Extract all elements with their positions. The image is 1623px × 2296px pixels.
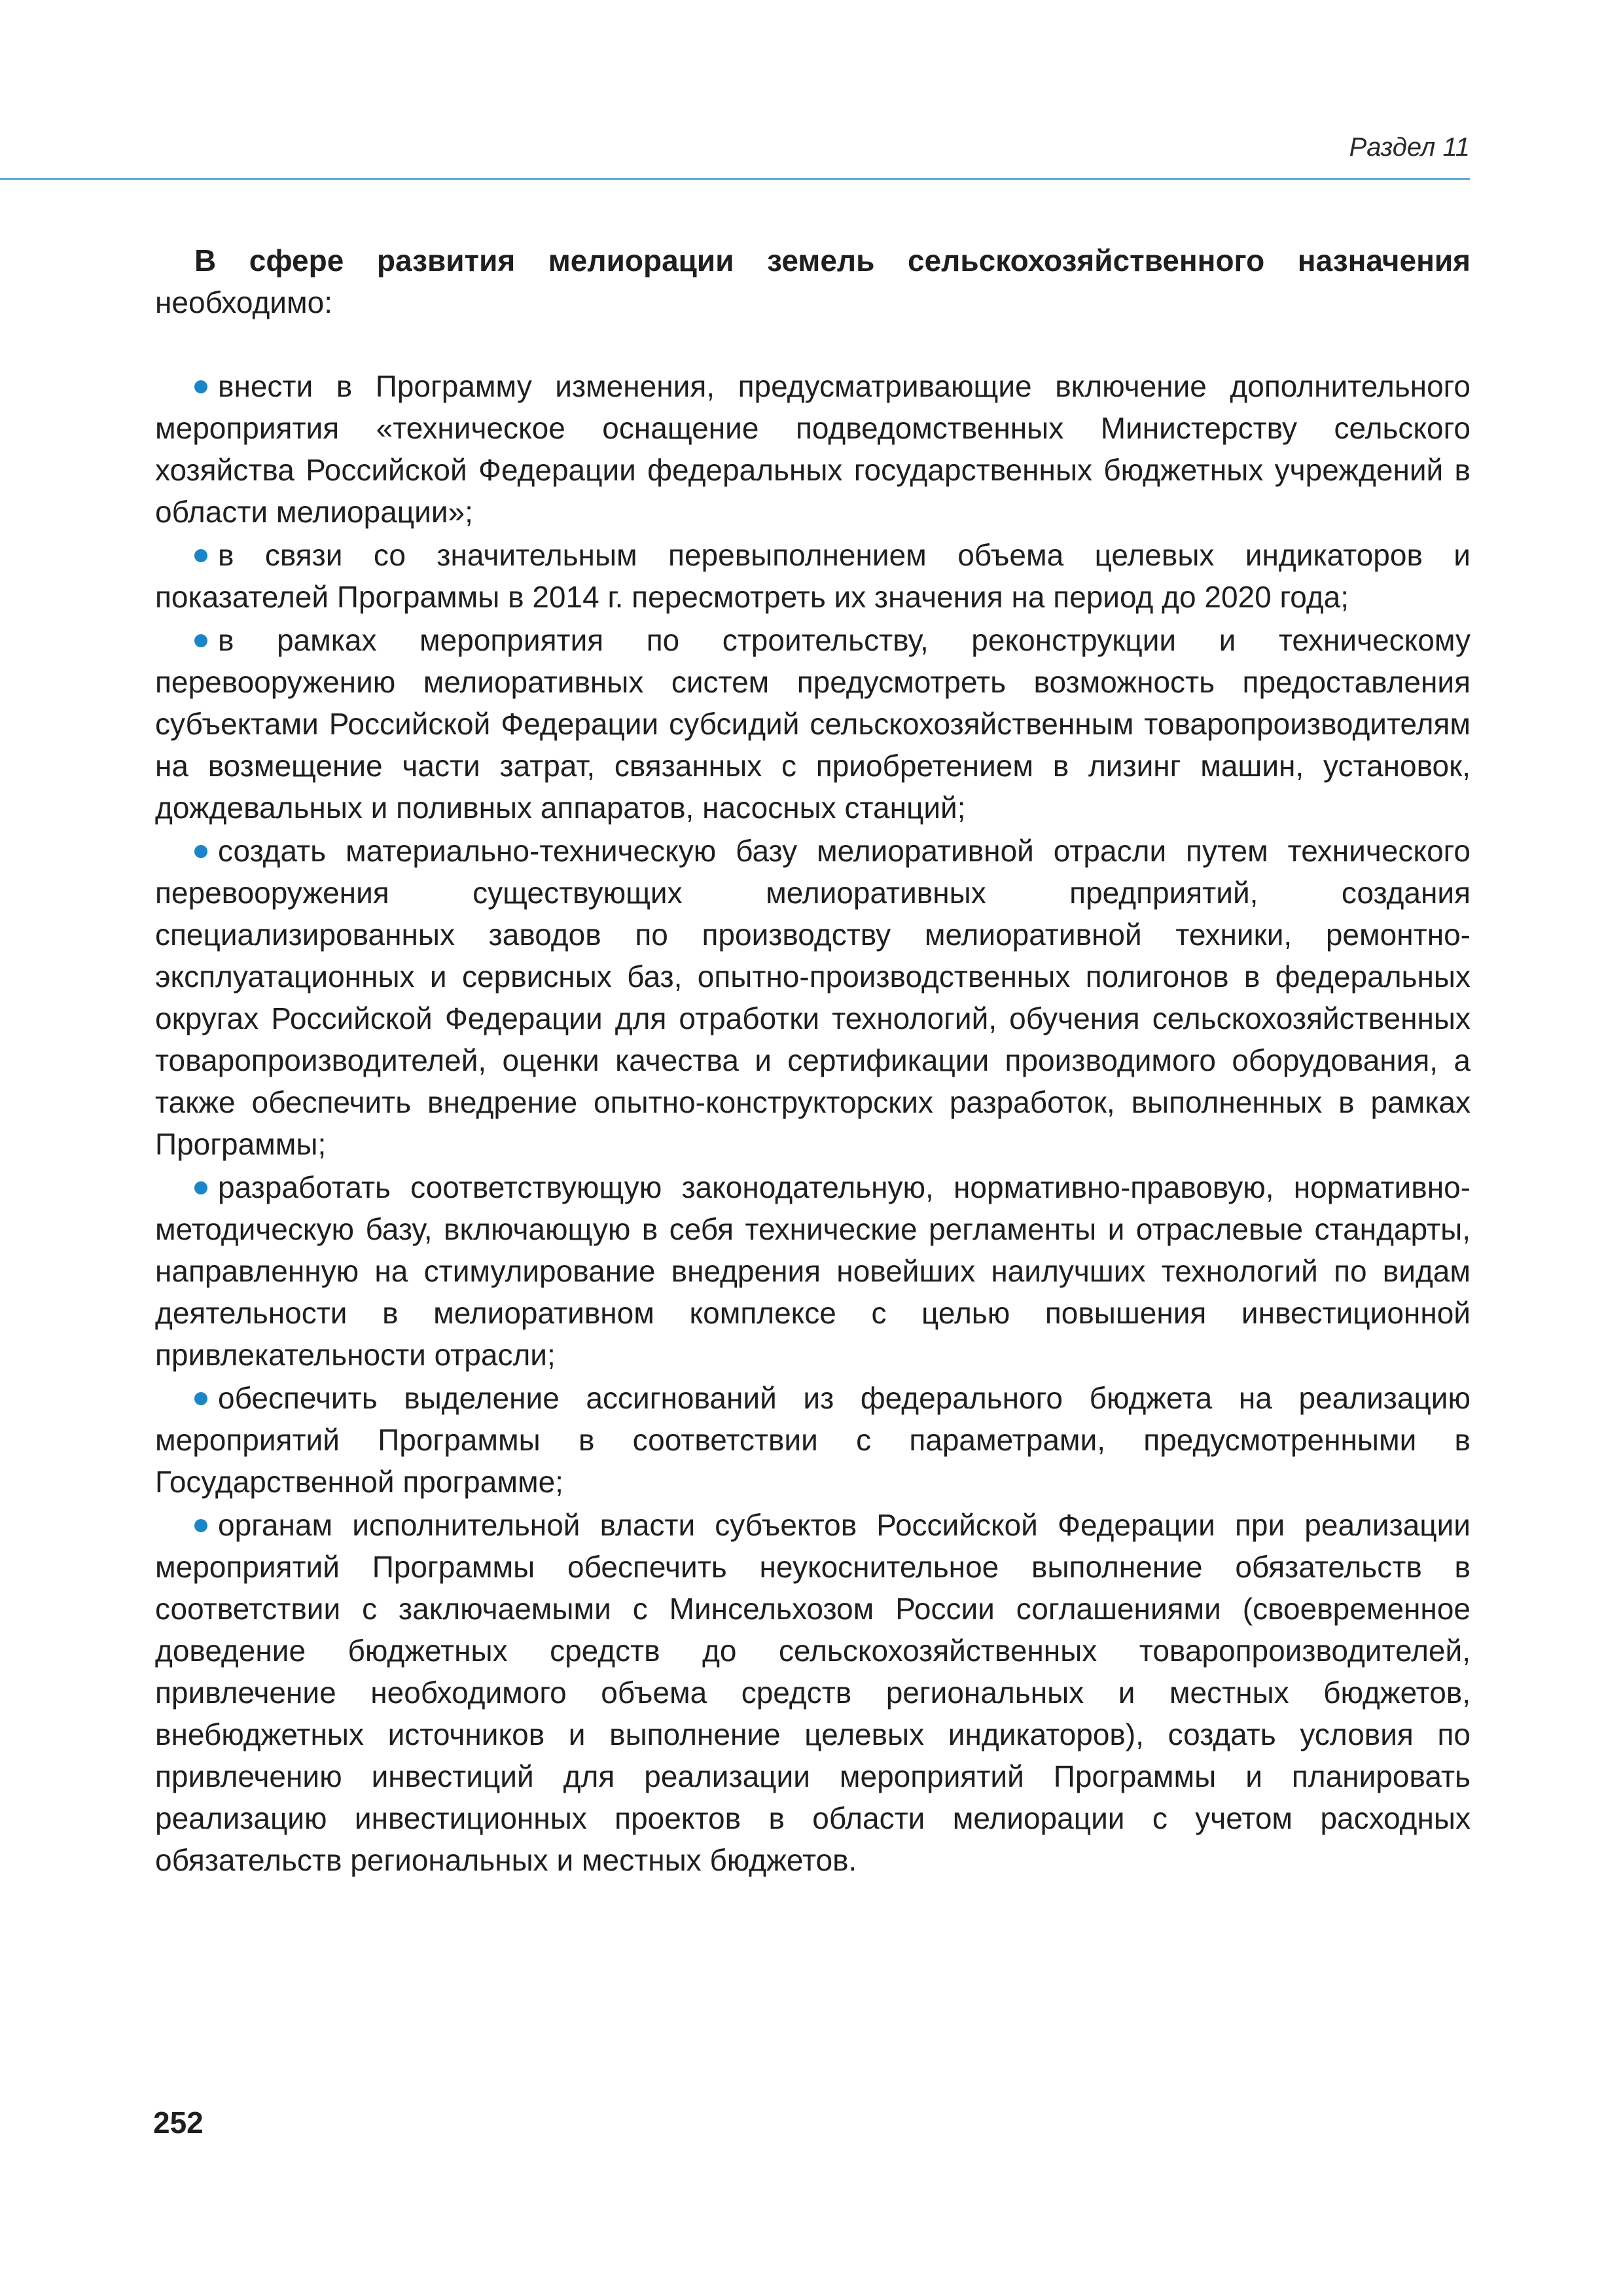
bullet-icon [194, 845, 207, 858]
list-item [155, 365, 1471, 533]
list-item-text: в связи со значительным перевыполнением объема целевых индикаторов и показателей Программы в 2014 г. пересмотреть их значения на период до 2020 года; [155, 538, 1471, 614]
body-text [155, 240, 1471, 1882]
bullet-icon [194, 549, 207, 562]
list-item [155, 1504, 1471, 1881]
list-item [155, 619, 1471, 829]
intro-paragraph [155, 240, 1471, 323]
list-item [155, 1377, 1471, 1503]
list-item [155, 534, 1471, 618]
bullet-icon [194, 1181, 207, 1194]
list-item [155, 1166, 1471, 1376]
list-item-text: разработать соответствующую законодательную, нормативно-правовую, нормативно-методическую базу, включающую в себя технические регламенты и отраслевые стандарты, направленную на стимулирование внедрения новейших наилучших технологий по видам деятельности в мелиоративном комплексе с целью повышения инвестиционной привлекательности отрасли; [155, 1170, 1471, 1372]
bullet-icon [194, 634, 207, 647]
bullet-icon [194, 1392, 207, 1405]
intro-bold: В сфере развития мелиорации земель сельскохозяйственного назначения [194, 243, 1471, 278]
bullet-icon [194, 380, 207, 393]
list-item-text: внести в Программу изменения, предусматривающие включение дополнительного мероприятия «техническое оснащение подведомственных Министерству сельского хозяйства Российской Федерации федеральных государственных бюджетных учреждений в области мелиорации»; [155, 369, 1471, 529]
list-item-text: создать материально-техническую базу мелиоративной отрасли путем технического перевооружения существующих мелиоративных предприятий, создания специализированных заводов по производству мелиоративной техники, ремонтно-эксплуатационных и сервисных баз, опытно-производственных полигонов в федеральных округах Российской Федерации для отработки технологий, обучения сельскохозяйственных товаропроизводителей, оценки качества и сертификации производимого оборудования, а также обеспечить внедрение опытно-конструкторских разработок, выполненных в рамках Программы; [155, 834, 1471, 1161]
section-label: Раздел 11 [1349, 133, 1470, 162]
page-number: 252 [153, 2106, 204, 2140]
list-item-text: в рамках мероприятия по строительству, реконструкции и техническому перевооружению мелиоративных систем предусмотреть возможность предоставления субъектами Российской Федерации субсидий сельскохозяйственным товаропроизводителям на возмещение части затрат, связанных с приобретением в лизинг машин, установок, дождевальных и поливных аппаратов, насосных станций; [155, 623, 1471, 825]
list-item-text: обеспечить выделение ассигнований из федерального бюджета на реализацию мероприятий Программы в соответствии с параметрами, предусмотренными в Государственной программе; [155, 1381, 1471, 1499]
bullet-icon [194, 1519, 207, 1532]
list-item [155, 830, 1471, 1165]
header-rule [0, 178, 1470, 180]
intro-rest: необходимо: [155, 285, 332, 319]
list-item-text: органам исполнительной власти субъектов Российской Федерации при реализации мероприятий Программы обеспечить неукоснительное выполнение обязательств в соответствии с заключаемыми с Минсельхозом России соглашениями (своевременное доведение бюджетных средств до сельскохозяйственных товаропроизводителей, привлечение необходимого объема средств региональных и местных бюджетов, внебюджетных источников и выполнение целевых индикаторов), создать условия по привлечению инвестиций для реализации мероприятий Программы и планировать реализацию инвестиционных проектов в области мелиорации с учетом расходных обязательств региональных и местных бюджетов. [155, 1508, 1471, 1877]
